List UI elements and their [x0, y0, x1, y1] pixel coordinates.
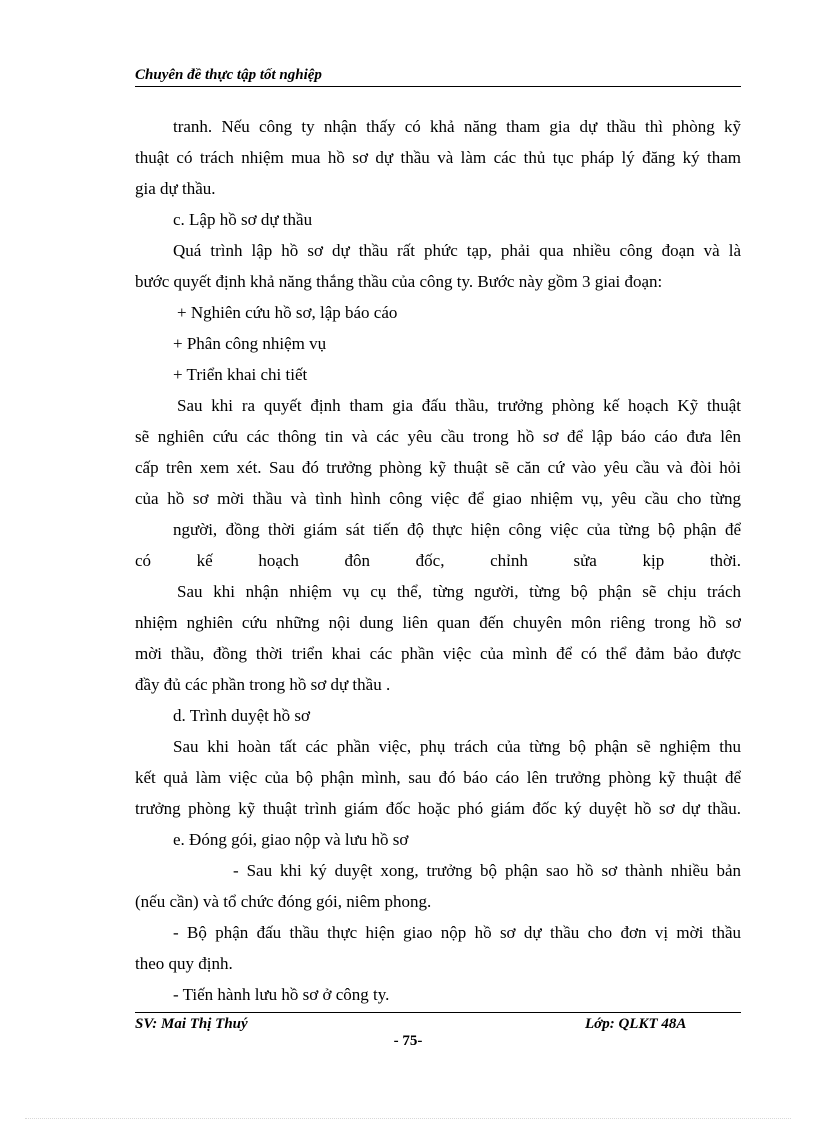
paragraph-line: kết quả làm việc của bộ phận mình, sau đó báo cáo lên trưởng phòng kỹ thuật để — [135, 768, 741, 787]
paragraph-line: nhiệm nghiên cứu những nội dung liên quan đến chuyên môn riêng trong hồ sơ — [135, 613, 741, 632]
paragraph-line: Sau khi hoàn tất các phần việc, phụ trách của từng bộ phận sẽ nghiệm thu — [173, 737, 741, 756]
footer-divider — [135, 1012, 741, 1013]
paragraph-line: đầy đủ các phần trong hồ sơ dự thầu . — [135, 675, 391, 694]
list-item: + Nghiên cứu hồ sơ, lập báo cáo — [177, 303, 398, 322]
header-divider — [135, 86, 741, 87]
section-heading-d: d. Trình duyệt hồ sơ — [173, 706, 310, 725]
paragraph-line: người, đồng thời giám sát tiến độ thực hiện công việc của từng bộ phận để — [173, 520, 741, 539]
page-bottom-border — [25, 1118, 791, 1119]
paragraph-line: bước quyết định khả năng thắng thầu của công ty. Bước này gồm 3 giai đoạn: — [135, 272, 663, 291]
section-heading-e: e. Đóng gói, giao nộp và lưu hồ sơ — [173, 830, 409, 849]
paragraph-line: Sau khi ra quyết định tham gia đấu thầu, trưởng phòng kế hoạch Kỹ thuật — [177, 396, 741, 415]
paragraph-line: mời thầu, đồng thời triển khai các phần việc của mình để có thể đảm bảo được — [135, 644, 741, 663]
paragraph-line: cấp trên xem xét. Sau đó trưởng phòng kỹ thuật sẽ căn cứ vào yêu cầu và đòi hỏi — [135, 458, 741, 477]
paragraph-line: của hồ sơ mời thầu và tình hình công việc để giao nhiệm vụ, yêu cầu cho từng — [135, 489, 741, 508]
paragraph-line: trưởng phòng kỹ thuật trình giám đốc hoặc phó giám đốc ký duyệt hồ sơ dự thầu. — [135, 799, 741, 818]
running-header: Chuyên đề thực tập tốt nghiệp — [135, 67, 322, 83]
footer-class: Lớp: QLKT 48A — [585, 1016, 687, 1032]
paragraph-line: gia dự thầu. — [135, 179, 216, 198]
footer-student: SV: Mai Thị Thuý — [135, 1016, 248, 1032]
paragraph-line: - Sau khi ký duyệt xong, trưởng bộ phận sao hồ sơ thành nhiều bản — [233, 861, 741, 880]
section-heading-c: c. Lập hồ sơ dự thầu — [173, 210, 313, 229]
paragraph-line: thuật có trách nhiệm mua hồ sơ dự thầu và làm các thủ tục pháp lý đăng ký tham — [135, 148, 741, 167]
paragraph-line: - Bộ phận đấu thầu thực hiện giao nộp hồ sơ dự thầu cho đơn vị mời thầu — [173, 923, 741, 942]
paragraph-line: Quá trình lập hồ sơ dự thầu rất phức tạp, phải qua nhiều công đoạn và là — [173, 241, 741, 260]
paragraph-line: Sau khi nhận nhiệm vụ cụ thể, từng người, từng bộ phận sẽ chịu trách — [177, 582, 741, 601]
paragraph-line: (nếu cần) và tổ chức đóng gói, niêm phong. — [135, 892, 432, 911]
page-number: - 75- — [393, 1033, 423, 1049]
paragraph-line: - Tiến hành lưu hồ sơ ở công ty. — [173, 985, 390, 1004]
paragraph-line: sẽ nghiên cứu các thông tin và các yêu cầu trong hồ sơ để lập báo cáo đưa lên — [135, 427, 741, 446]
document-body — [135, 111, 741, 1010]
list-item: + Triển khai chi tiết — [173, 365, 308, 384]
paragraph-line: tranh. Nếu công ty nhận thấy có khả năng tham gia dự thầu thì phòng kỹ — [173, 117, 741, 136]
list-item: + Phân công nhiệm vụ — [173, 334, 327, 353]
paragraph-line: theo quy định. — [135, 954, 233, 973]
paragraph-line: có kế hoạch đôn đốc, chỉnh sửa kịp thời. — [135, 551, 741, 570]
